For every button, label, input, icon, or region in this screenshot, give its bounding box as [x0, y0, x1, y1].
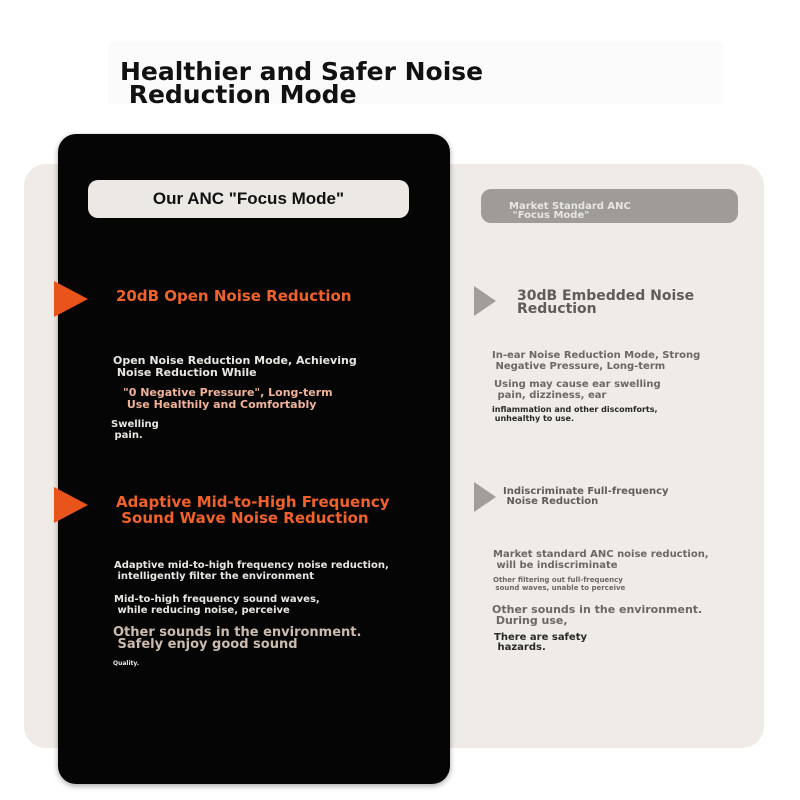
- safety-hazards-text: There are safety hazards.: [494, 632, 587, 653]
- our-anc-label-pill: [88, 180, 409, 218]
- our-anc-label: Our ANC "Focus Mode": [152, 189, 345, 208]
- full-frequency-text: Other filtering out full-frequency sound waves, unable to perceive: [493, 576, 626, 592]
- our-anc-panel: [58, 134, 450, 784]
- open-mode-text: Open Noise Reduction Mode, Achieving Noise Reduction While: [113, 354, 357, 379]
- mid-high-text: Mid-to-high frequency sound waves, while reducing noise, perceive: [114, 594, 320, 616]
- market-anc-text: Market standard ANC noise reduction, will be indiscriminate: [493, 549, 709, 571]
- discomfort-text: inflammation and other discomforts, unhealthy to use.: [492, 405, 658, 423]
- quality-text: Quality.: [113, 660, 140, 667]
- environment-text: Other sounds in the environment. During use,: [492, 603, 703, 627]
- in-ear-mode-text: In-ear Noise Reduction Mode, Strong Negative Pressure, Long-term: [492, 350, 701, 372]
- market-standard-label: Market Standard ANC "Focus Mode": [509, 201, 631, 221]
- play-triangle-icon: [474, 286, 496, 316]
- enjoy-sound-text: Other sounds in the environment. Safely enjoy good sound: [113, 625, 362, 652]
- play-triangle-icon: [474, 482, 496, 512]
- page-title: Healthier and Safer Noise Reduction Mode: [120, 57, 484, 109]
- play-triangle-icon: [54, 281, 88, 317]
- indiscriminate-heading: Indiscriminate Full-frequency Noise Reduction: [503, 486, 669, 507]
- embedded-noise-reduction-heading: 30dB Embedded Noise Reduction: [517, 288, 695, 317]
- adaptive-frequency-heading: Adaptive Mid-to-High Frequency Sound Wave Noise Reduction: [116, 493, 390, 527]
- ear-swelling-text: Using may cause ear swelling pain, dizziness, ear: [494, 379, 661, 401]
- negative-pressure-text: "0 Negative Pressure", Long-term Use Healthily and Comfortably: [123, 386, 333, 411]
- play-triangle-icon: [54, 487, 88, 523]
- swelling-text: Swelling pain.: [111, 419, 159, 441]
- adaptive-text: Adaptive mid-to-high frequency noise reduction, intelligently filter the environment: [114, 560, 389, 582]
- market-standard-label-pill: [481, 189, 738, 223]
- open-noise-reduction-heading: 20dB Open Noise Reduction: [116, 287, 352, 305]
